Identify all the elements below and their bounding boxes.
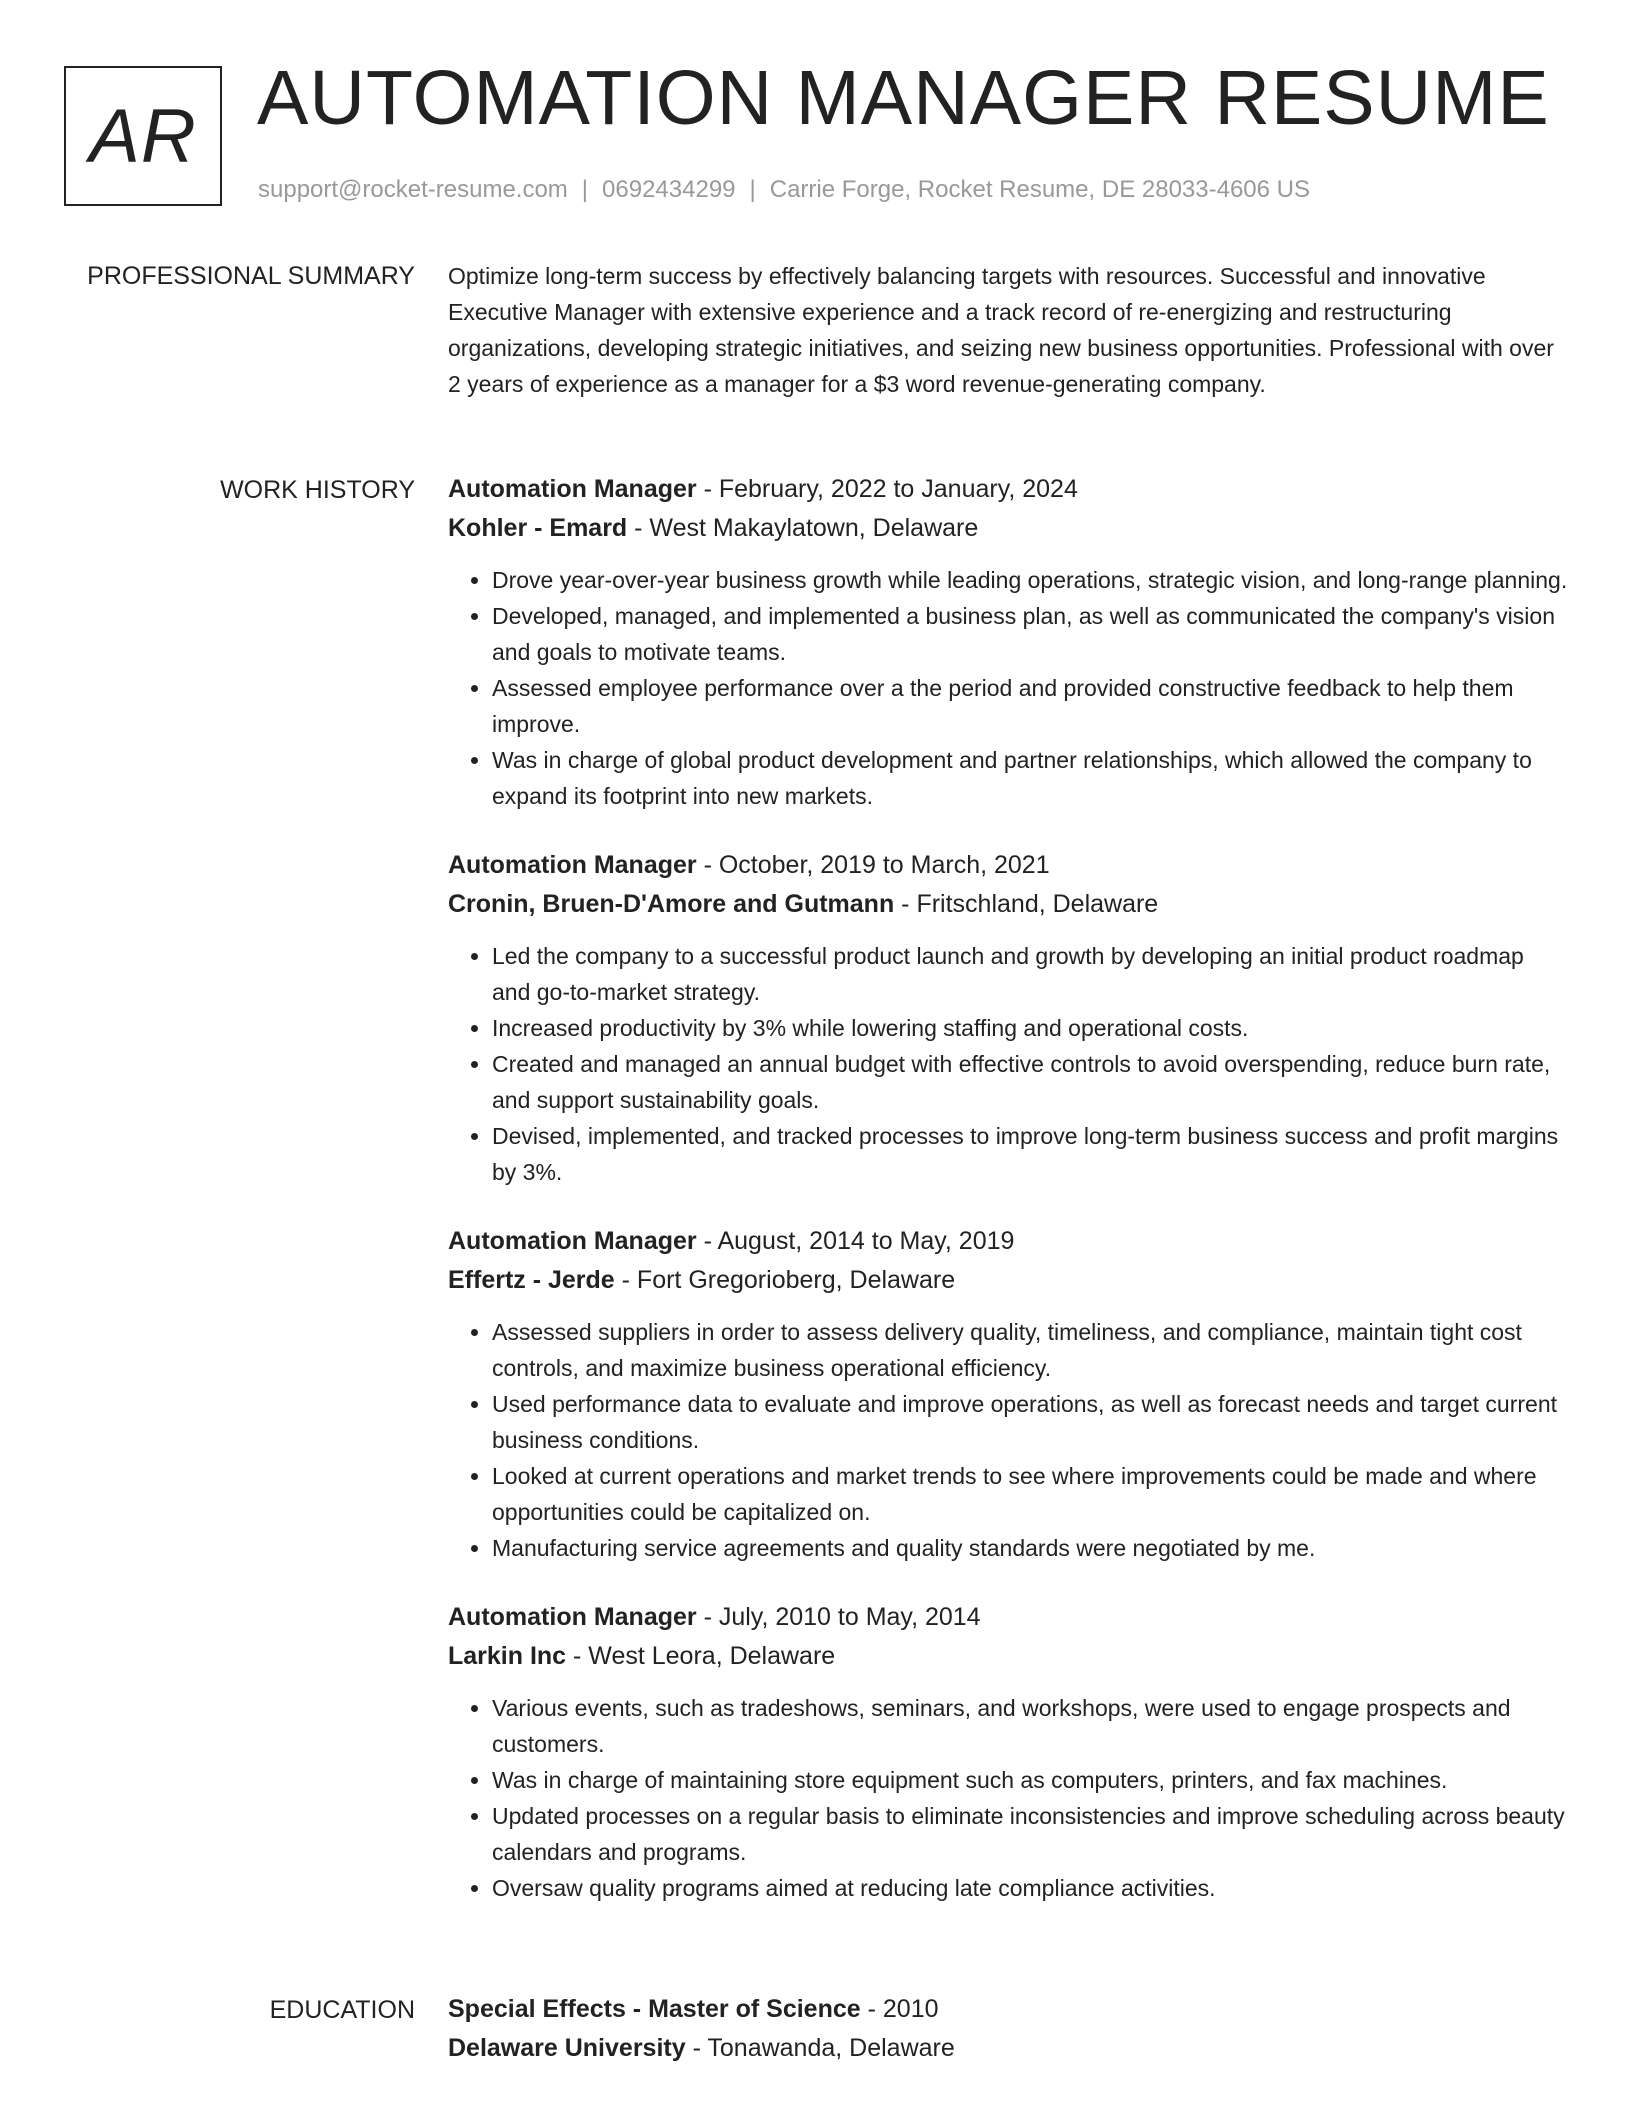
- job-bullet: • Various events, such as tradeshows, seminars, and workshops, were used to engage prospects and customers.: [492, 1690, 1568, 1762]
- summary-text: Optimize long-term success by effectively balancing targets with resources. Successful and innovative Executive Manager with extensive experience and a track record of re-energizing and restructuring organizations, developing strategic initiatives, and seizing new business opportunities. Professional with over 2 years of experience as a manager for a $3 word revenue-generating company.: [448, 263, 1554, 397]
- job-company: Larkin Inc: [448, 1642, 567, 1670]
- job-bullet: • Assessed suppliers in order to assess delivery quality, timeliness, and compliance, maintain tight cost controls, and maximize business operational efficiency.: [492, 1314, 1568, 1386]
- job-title: Automation Manager: [448, 475, 697, 503]
- job-company-line: [448, 885, 1568, 924]
- education-school: Delaware University: [448, 2034, 686, 2062]
- contact-separator: |: [749, 176, 756, 203]
- job-title-line: [448, 1222, 1568, 1261]
- job-company-line: [448, 509, 1568, 548]
- education-label: EDUCATION: [269, 1996, 415, 2024]
- job-bullet: • Devised, implemented, and tracked processes to improve long-term business success and profit margins by 3%.: [492, 1118, 1568, 1190]
- job-bullets: [448, 938, 1568, 1190]
- job-company: Cronin, Bruen-D'Amore and Gutmann: [448, 890, 895, 918]
- work-history-body: [448, 470, 1568, 1938]
- job-bullet: • Manufacturing service agreements and quality standards were negotiated by me.: [492, 1530, 1568, 1566]
- job-company: Kohler - Emard: [448, 514, 628, 542]
- job-location: - Fritschland, Delaware: [894, 890, 1159, 918]
- job-company-line: [448, 1261, 1568, 1300]
- job-bullet: • Was in charge of global product development and partner relationships, which allowed the company to expand its footprint into new markets.: [492, 742, 1568, 814]
- education-school-line: [448, 2029, 1568, 2068]
- job-location: - West Leora, Delaware: [566, 1642, 836, 1670]
- education-degree: Special Effects - Master of Science: [448, 1995, 861, 2023]
- job-bullets: [448, 1690, 1568, 1906]
- job-title-line: [448, 1598, 1568, 1637]
- job-title-line: [448, 846, 1568, 885]
- education-degree-line: [448, 1990, 1568, 2029]
- job-title: Automation Manager: [448, 1227, 697, 1255]
- education-year: - 2010: [860, 1995, 939, 2023]
- contact-email[interactable]: support@rocket-resume.com: [258, 176, 568, 203]
- job-dates: - August, 2014 to May, 2019: [696, 1227, 1015, 1255]
- job-title: Automation Manager: [448, 1603, 697, 1631]
- work-history-label: WORK HISTORY: [220, 476, 415, 504]
- education-body: [448, 1990, 1568, 2068]
- job-bullet: • Developed, managed, and implemented a business plan, as well as communicated the company's vision and goals to motivate teams.: [492, 598, 1568, 670]
- job-bullet: • Used performance data to evaluate and improve operations, as well as forecast needs and target current business conditions.: [492, 1386, 1568, 1458]
- job-dates: - October, 2019 to March, 2021: [696, 851, 1050, 879]
- job-title-line: [448, 470, 1568, 509]
- job-bullet: • Led the company to a successful product launch and growth by developing an initial product roadmap and go-to-market strategy.: [492, 938, 1568, 1010]
- job-dates: - July, 2010 to May, 2014: [696, 1603, 981, 1631]
- job-bullet: • Updated processes on a regular basis to eliminate inconsistencies and improve scheduling across beauty calendars and programs.: [492, 1798, 1568, 1870]
- contact-phone[interactable]: 0692434299: [602, 176, 736, 203]
- summary-label: PROFESSIONAL SUMMARY: [87, 262, 415, 290]
- job-bullets: [448, 1314, 1568, 1566]
- job-bullet: • Looked at current operations and market trends to see where improvements could be made and where opportunities could be capitalized on.: [492, 1458, 1568, 1530]
- job-bullet: • Created and managed an annual budget with effective controls to avoid overspending, reduce burn rate, and support sustainability goals.: [492, 1046, 1568, 1118]
- job-entry: [448, 846, 1568, 1190]
- monogram-initials: AR: [89, 93, 197, 179]
- monogram-logo: [64, 66, 222, 206]
- resume-title: AUTOMATION MANAGER RESUME: [257, 55, 1550, 141]
- job-bullet: • Assessed employee performance over a the period and provided constructive feedback to help them improve.: [492, 670, 1568, 742]
- job-entry: [448, 1222, 1568, 1566]
- job-dates: - February, 2022 to January, 2024: [696, 475, 1078, 503]
- job-bullet: • Was in charge of maintaining store equipment such as computers, printers, and fax machines.: [492, 1762, 1568, 1798]
- contact-address: Carrie Forge, Rocket Resume, DE 28033-4606 US: [769, 176, 1310, 203]
- contact-line: [258, 176, 1310, 204]
- education-location: - Tonawanda, Delaware: [685, 2034, 955, 2062]
- job-entry: [448, 1598, 1568, 1906]
- job-bullet: • Drove year-over-year business growth while leading operations, strategic vision, and long-range planning.: [492, 562, 1568, 598]
- job-bullets: [448, 562, 1568, 814]
- job-location: - Fort Gregorioberg, Delaware: [614, 1266, 956, 1294]
- summary-body: [448, 258, 1568, 402]
- contact-separator: |: [581, 176, 589, 203]
- job-title: Automation Manager: [448, 851, 697, 879]
- job-bullet: • Increased productivity by 3% while lowering staffing and operational costs.: [492, 1010, 1568, 1046]
- job-bullet: • Oversaw quality programs aimed at reducing late compliance activities.: [492, 1870, 1568, 1906]
- job-company-line: [448, 1637, 1568, 1676]
- job-entry: [448, 470, 1568, 814]
- job-company: Effertz - Jerde: [448, 1266, 615, 1294]
- job-location: - West Makaylatown, Delaware: [627, 514, 979, 542]
